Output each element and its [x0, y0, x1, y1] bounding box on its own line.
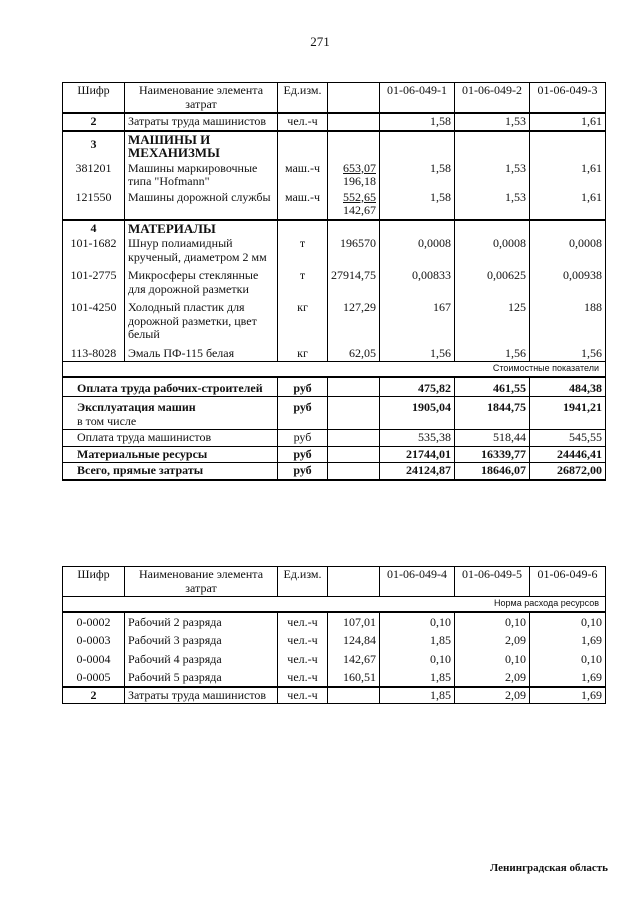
- summary-value-1: 24124,87: [380, 463, 455, 480]
- row-unit: т: [278, 265, 328, 297]
- row-value-3: 1,69: [530, 630, 606, 649]
- norm-row: [63, 597, 606, 612]
- row-price: 124,84: [328, 630, 380, 649]
- row-unit: чел.-ч: [278, 687, 328, 704]
- norm-label: Норма расхода ресурсов: [63, 597, 606, 612]
- summary-value-3: 26872,00: [530, 463, 606, 480]
- summary-unit: руб: [278, 397, 328, 430]
- row-value-1: 1,58: [380, 113, 455, 131]
- row-code: 2: [63, 113, 125, 131]
- row-value-3: 188: [530, 297, 606, 343]
- row-name: Эмаль ПФ-115 белая: [125, 343, 278, 362]
- row-value-1: 1,58: [380, 190, 455, 220]
- summary-name: Всего, прямые затраты: [63, 463, 278, 480]
- row-price: 127,29: [328, 297, 380, 343]
- table-row: [63, 630, 606, 649]
- col-049-3-header: 01-06-049-3: [530, 83, 606, 114]
- section-title: МАШИНЫ И МЕХАНИЗМЫ: [125, 131, 278, 161]
- table-row: [63, 161, 606, 190]
- summary-name-main: Эксплуатация машин: [77, 400, 196, 414]
- summary-value-2: 1844,75: [455, 397, 530, 430]
- page-number: 271: [310, 34, 330, 49]
- summary-name: Материальные ресурсы: [63, 446, 278, 463]
- resource-table-1: [62, 82, 606, 481]
- summary-name: Оплата труда машинистов: [63, 430, 278, 447]
- row-unit: маш.-ч: [278, 190, 328, 220]
- summary-value-1: 21744,01: [380, 446, 455, 463]
- summary-value-2: 16339,77: [455, 446, 530, 463]
- table-header-row: [63, 567, 606, 597]
- row-name: Холодный пластик для дорожной разметки, цвет белый: [125, 297, 278, 343]
- row-price: [328, 687, 380, 704]
- price-sub: 196,18: [343, 174, 376, 188]
- row-code: 0-0005: [63, 667, 125, 687]
- row-code: 101-2775: [63, 265, 125, 297]
- row-value-1: 1,85: [380, 687, 455, 704]
- row-price: [328, 190, 380, 220]
- row-value-1: 0,0008: [380, 236, 455, 265]
- row-value-1: 1,85: [380, 630, 455, 649]
- row-unit: чел.-ч: [278, 630, 328, 649]
- row-value-3: 0,10: [530, 649, 606, 668]
- row-unit: кг: [278, 343, 328, 362]
- price-main: 653,07: [343, 160, 376, 175]
- row-price: [328, 161, 380, 190]
- row-value-2: 2,09: [455, 687, 530, 704]
- summary-value-3: 1941,21: [530, 397, 606, 430]
- summary-name: Оплата труда рабочих-строителей: [63, 377, 278, 397]
- summary-unit: руб: [278, 463, 328, 480]
- table-row: [63, 667, 606, 687]
- summary-value-1: 535,38: [380, 430, 455, 447]
- cost-indicators-label: Стоимостные показатели: [63, 362, 606, 377]
- row-value-2: 2,09: [455, 667, 530, 687]
- price-sub: 142,67: [343, 203, 376, 217]
- price-main: 552,65: [343, 189, 376, 204]
- row-price: 27914,75: [328, 265, 380, 297]
- row-unit: чел.-ч: [278, 667, 328, 687]
- col-price-header: [328, 567, 380, 597]
- row-code: 381201: [63, 161, 125, 190]
- row-price: 196570: [328, 236, 380, 265]
- table-row: [63, 612, 606, 631]
- col-code-header: Шифр: [63, 567, 125, 597]
- col-049-2-header: 01-06-049-2: [455, 83, 530, 114]
- row-value-3: 1,61: [530, 161, 606, 190]
- row-value-2: 0,0008: [455, 236, 530, 265]
- row-name: Шнур полиамидный крученый, диаметром 2 мм: [125, 236, 278, 265]
- table-row: [63, 113, 606, 131]
- row-value-1: 1,85: [380, 667, 455, 687]
- row-value-2: 1,53: [455, 161, 530, 190]
- row-value-2: 1,56: [455, 343, 530, 362]
- row-value-2: 0,10: [455, 612, 530, 631]
- row-code: 0-0004: [63, 649, 125, 668]
- row-unit: т: [278, 236, 328, 265]
- row-unit: чел.-ч: [278, 113, 328, 131]
- col-price-header: [328, 83, 380, 114]
- row-code: 2: [63, 687, 125, 704]
- col-name-header: Наименование элемента затрат: [125, 83, 278, 114]
- row-value-2: 2,09: [455, 630, 530, 649]
- row-value-1: 0,00833: [380, 265, 455, 297]
- row-unit: чел.-ч: [278, 612, 328, 631]
- col-049-4-header: 01-06-049-4: [380, 567, 455, 597]
- row-value-2: 125: [455, 297, 530, 343]
- row-value-2: 0,00625: [455, 265, 530, 297]
- col-049-1-header: 01-06-049-1: [380, 83, 455, 114]
- row-price: 142,67: [328, 649, 380, 668]
- row-value-2: 0,10: [455, 649, 530, 668]
- summary-name: [63, 397, 278, 430]
- row-value-3: 1,61: [530, 190, 606, 220]
- table-row: [63, 236, 606, 265]
- summary-value-2: 18646,07: [455, 463, 530, 480]
- row-value-1: 167: [380, 297, 455, 343]
- summary-row: [63, 397, 606, 430]
- row-value-1: 1,56: [380, 343, 455, 362]
- row-value-3: 1,69: [530, 667, 606, 687]
- summary-row-total: [63, 463, 606, 480]
- col-049-5-header: 01-06-049-5: [455, 567, 530, 597]
- row-name: Рабочий 3 разряда: [125, 630, 278, 649]
- table-row: [63, 265, 606, 297]
- row-price: [328, 113, 380, 131]
- section-row-machines: [63, 131, 606, 161]
- row-unit: кг: [278, 297, 328, 343]
- row-value-1: 0,10: [380, 649, 455, 668]
- table-row: [63, 687, 606, 704]
- row-code: 0-0002: [63, 612, 125, 631]
- summary-name-sub: в том числе: [77, 413, 137, 428]
- row-value-3: 1,61: [530, 113, 606, 131]
- row-name: Рабочий 5 разряда: [125, 667, 278, 687]
- row-value-3: 1,56: [530, 343, 606, 362]
- row-value-3: 0,0008: [530, 236, 606, 265]
- row-value-1: 0,10: [380, 612, 455, 631]
- col-049-6-header: 01-06-049-6: [530, 567, 606, 597]
- summary-value-2: 518,44: [455, 430, 530, 447]
- summary-row: [63, 430, 606, 447]
- row-name: Машины маркировочные типа "Hofmann": [125, 161, 278, 190]
- table-row: [63, 190, 606, 220]
- row-unit: маш.-ч: [278, 161, 328, 190]
- resource-table-2: [62, 566, 606, 704]
- row-code: 0-0003: [63, 630, 125, 649]
- summary-value-3: 24446,41: [530, 446, 606, 463]
- summary-value-2: 461,55: [455, 377, 530, 397]
- row-code: 101-1682: [63, 236, 125, 265]
- row-name: Затраты труда машинистов: [125, 113, 278, 131]
- row-value-3: 0,00938: [530, 265, 606, 297]
- row-code: 121550: [63, 190, 125, 220]
- col-name-header: Наименование элемента затрат: [125, 567, 278, 597]
- col-code-header: Шифр: [63, 83, 125, 114]
- row-value-3: 1,69: [530, 687, 606, 704]
- row-name: Рабочий 2 разряда: [125, 612, 278, 631]
- table-row: [63, 649, 606, 668]
- row-name: Затраты труда машинистов: [125, 687, 278, 704]
- row-unit: чел.-ч: [278, 649, 328, 668]
- summary-row: [63, 446, 606, 463]
- summary-value-1: 475,82: [380, 377, 455, 397]
- row-price: 62,05: [328, 343, 380, 362]
- summary-value-3: 545,55: [530, 430, 606, 447]
- table-header-row: [63, 83, 606, 114]
- row-name: Рабочий 4 разряда: [125, 649, 278, 668]
- row-price: 160,51: [328, 667, 380, 687]
- summary-unit: руб: [278, 430, 328, 447]
- row-name: Машины дорожной службы: [125, 190, 278, 220]
- footer-region: Ленинградская область: [490, 862, 608, 874]
- cost-indicators-row: [63, 362, 606, 377]
- table-row: [63, 297, 606, 343]
- summary-value-1: 1905,04: [380, 397, 455, 430]
- section-row-materials: [63, 220, 606, 237]
- summary-value-3: 484,38: [530, 377, 606, 397]
- table-row: [63, 343, 606, 362]
- row-code: 3: [63, 131, 125, 161]
- row-value-2: 1,53: [455, 190, 530, 220]
- row-value-1: 1,58: [380, 161, 455, 190]
- section-title: МАТЕРИАЛЫ: [125, 220, 278, 237]
- col-unit-header: Ед.изм.: [278, 567, 328, 597]
- row-code: 101-4250: [63, 297, 125, 343]
- row-price: 107,01: [328, 612, 380, 631]
- row-value-3: 0,10: [530, 612, 606, 631]
- row-code: 113-8028: [63, 343, 125, 362]
- row-name: Микросферы стеклянные для дорожной разметки: [125, 265, 278, 297]
- summary-row: [63, 377, 606, 397]
- summary-unit: руб: [278, 377, 328, 397]
- col-unit-header: Ед.изм.: [278, 83, 328, 114]
- row-value-2: 1,53: [455, 113, 530, 131]
- row-code: 4: [63, 220, 125, 237]
- summary-unit: руб: [278, 446, 328, 463]
